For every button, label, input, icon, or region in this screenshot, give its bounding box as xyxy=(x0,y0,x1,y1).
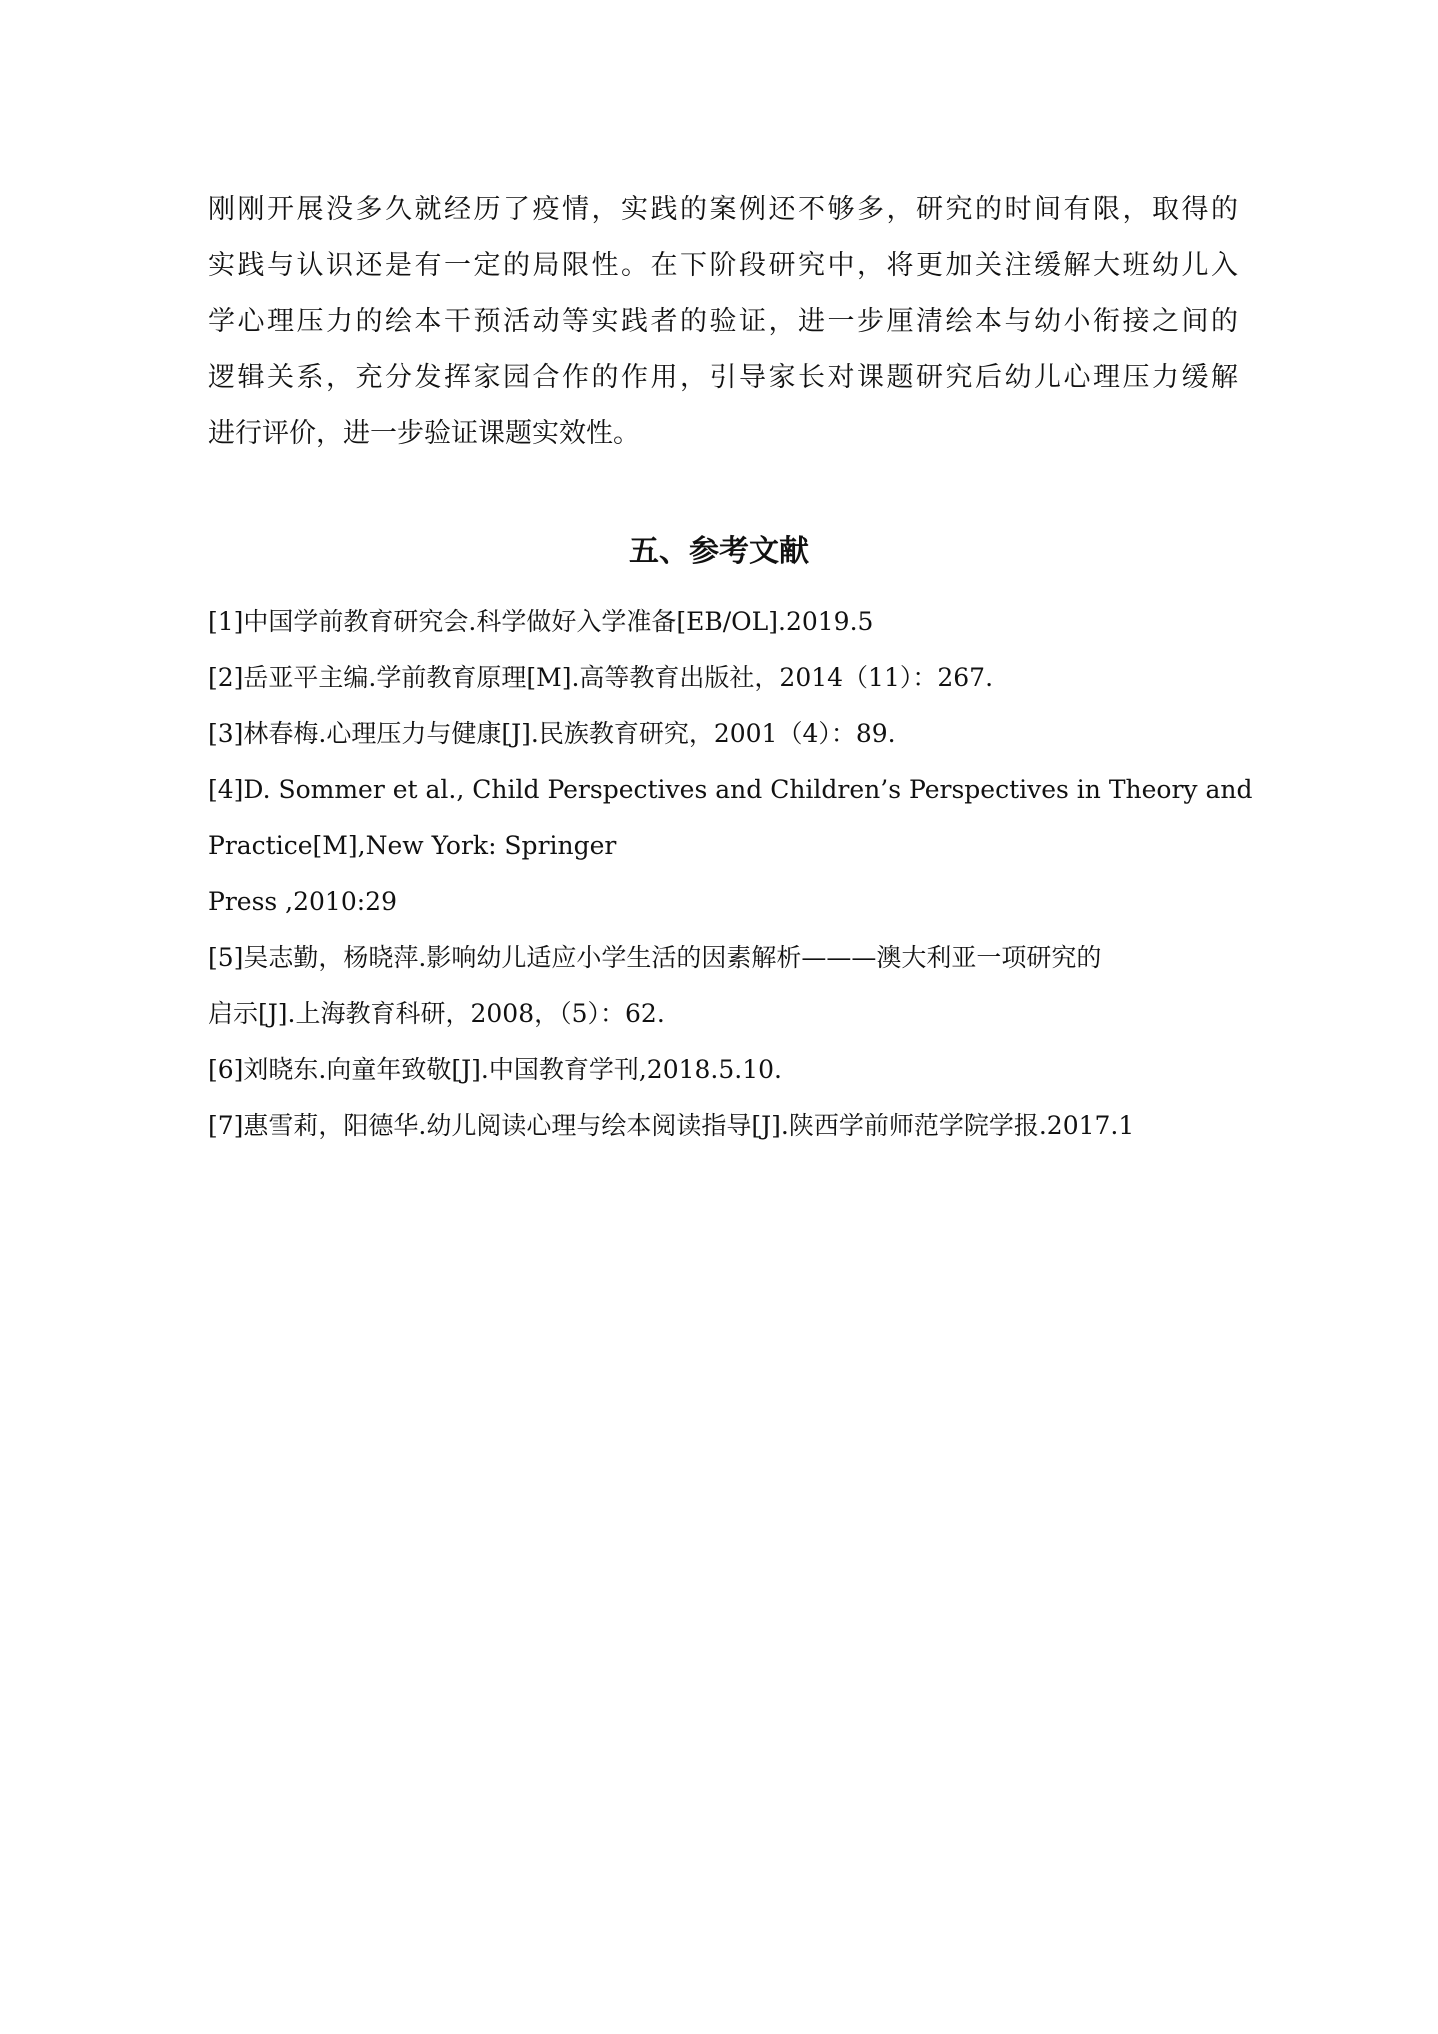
reference-item: [3]林春梅.心理压力与健康[J].民族教育研究，2001（4）：89. xyxy=(208,719,896,748)
reference-item: [6]刘晓东.向童年致敬[J].中国教育学刊,2018.5.10. xyxy=(208,1055,782,1084)
reference-list xyxy=(208,594,1253,1154)
reference-line: [4]D. Sommer et al., Child Perspectives and Children’s Perspectives in Theory and xyxy=(208,775,1253,804)
paragraph-line: 刚刚开展没多久就经历了疫情，实践的案例还不够多，研究的时间有限，取得的 xyxy=(208,194,1238,225)
reference-line: Press ,2010:29 xyxy=(208,887,397,916)
reference-line: [5]吴志勤，杨晓萍.影响幼儿适应小学生活的因素解析———澳大利亚一项研究的 xyxy=(208,943,1102,972)
reference-item: [2]岳亚平主编.学前教育原理[M].高等教育出版社，2014（11）：267. xyxy=(208,663,994,692)
paragraph-line: 学心理压力的绘本干预活动等实践者的验证，进一步厘清绘本与幼小衔接之间的 xyxy=(208,306,1238,337)
paragraph-line: 进行评价，进一步验证课题实效性。 xyxy=(208,418,640,449)
section-heading: 五、参考文献 xyxy=(629,534,809,569)
reference-item: [7]惠雪莉，阳德华.幼儿阅读心理与绘本阅读指导[J].陕西学前师范学院学报.2017.1 xyxy=(208,1111,1135,1140)
paragraph-line: 逻辑关系，充分发挥家园合作的作用，引导家长对课题研究后幼儿心理压力缓解 xyxy=(208,362,1238,393)
body-paragraph xyxy=(208,182,1238,462)
reference-item: [1]中国学前教育研究会.科学做好入学准备[EB/OL].2019.5 xyxy=(208,607,874,636)
reference-line: Practice[M],New York: Springer xyxy=(208,831,617,860)
reference-line: 启示[J].上海教育科研，2008，（5）：62. xyxy=(208,999,665,1028)
reference-item xyxy=(208,930,1248,1042)
paragraph-line: 实践与认识还是有一定的局限性。在下阶段研究中，将更加关注缓解大班幼儿入 xyxy=(208,250,1238,281)
reference-item xyxy=(208,762,1253,930)
